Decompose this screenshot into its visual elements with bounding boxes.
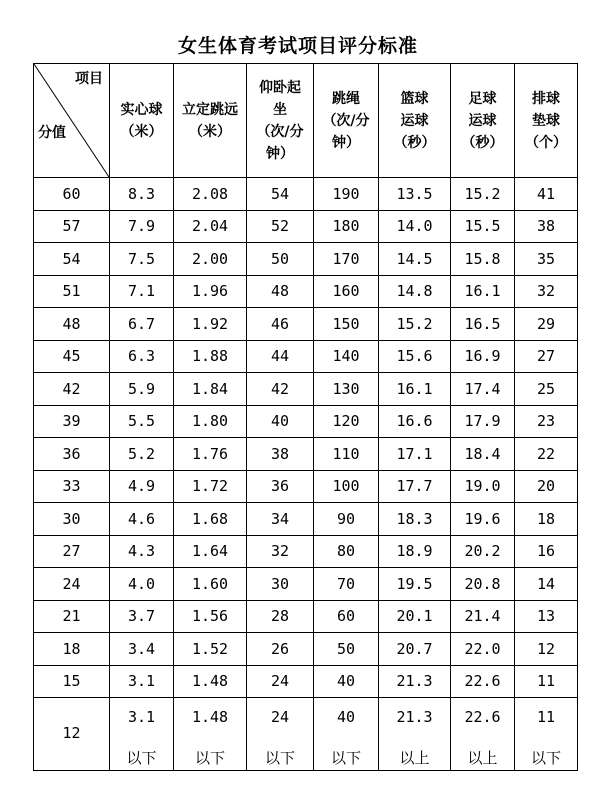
table-cell: 16.9: [451, 340, 515, 373]
table-cell: 41: [515, 178, 578, 211]
table-cell: 14.0: [379, 210, 451, 243]
table-cell: 70: [314, 568, 379, 601]
table-cell: 5.9: [110, 373, 174, 406]
table-cell: 2.08: [174, 178, 247, 211]
table-cell: 15.6: [379, 340, 451, 373]
score-cell: 39: [34, 405, 110, 438]
table-cell: 19.0: [451, 470, 515, 503]
table-row: [34, 600, 578, 633]
table-cell: 50: [247, 243, 314, 276]
table-cell: 17.4: [451, 373, 515, 406]
column-header: 立定跳远 （米）: [174, 64, 247, 178]
table-cell: 120: [314, 405, 379, 438]
table-cell: 15.2: [451, 178, 515, 211]
table-cell: 24: [247, 665, 314, 698]
table-cell: 6.7: [110, 308, 174, 341]
table-cell: 38: [515, 210, 578, 243]
table-cell: 40: [247, 405, 314, 438]
table-row: [34, 308, 578, 341]
table-cell: 1.88: [174, 340, 247, 373]
table-cell: 100: [314, 470, 379, 503]
table-row: [34, 275, 578, 308]
table-cell: 20.8: [451, 568, 515, 601]
table-cell: 190: [314, 178, 379, 211]
column-header: 排球 垫球 （个）: [515, 64, 578, 178]
table-cell: 130: [314, 373, 379, 406]
table-cell: 11 以下: [515, 698, 578, 771]
table-cell: 1.76: [174, 438, 247, 471]
table-cell: 3.1 以下: [110, 698, 174, 771]
table-cell: 80: [314, 535, 379, 568]
table-cell: 30: [247, 568, 314, 601]
table-cell: 6.3: [110, 340, 174, 373]
table-cell: 38: [247, 438, 314, 471]
table-cell: 21.4: [451, 600, 515, 633]
table-cell: 19.5: [379, 568, 451, 601]
table-cell: 150: [314, 308, 379, 341]
column-header: 跳绳 （次/分 钟）: [314, 64, 379, 178]
score-cell: 33: [34, 470, 110, 503]
table-cell: 1.48: [174, 665, 247, 698]
table-cell: 18: [515, 503, 578, 536]
table-cell: 110: [314, 438, 379, 471]
table-row: [34, 568, 578, 601]
table-cell: 13: [515, 600, 578, 633]
table-cell: 4.3: [110, 535, 174, 568]
column-header: 足球 运球 （秒）: [451, 64, 515, 178]
table-cell: 1.56: [174, 600, 247, 633]
table-row: [34, 633, 578, 666]
column-header: 实心球 （米）: [110, 64, 174, 178]
score-cell: 18: [34, 633, 110, 666]
table-cell: 1.92: [174, 308, 247, 341]
table-row: [34, 438, 578, 471]
table-row: [34, 535, 578, 568]
header-row: [34, 64, 578, 178]
table-cell: 26: [247, 633, 314, 666]
table-cell: 20.2: [451, 535, 515, 568]
table-cell: 1.72: [174, 470, 247, 503]
table-cell: 27: [515, 340, 578, 373]
score-cell: 21: [34, 600, 110, 633]
table-cell: 1.68: [174, 503, 247, 536]
table-cell: 16: [515, 535, 578, 568]
table-cell: 22: [515, 438, 578, 471]
table-cell: 18.4: [451, 438, 515, 471]
table-row: [34, 243, 578, 276]
table-row: [34, 405, 578, 438]
score-cell: 30: [34, 503, 110, 536]
table-cell: 35: [515, 243, 578, 276]
table-cell: 1.64: [174, 535, 247, 568]
table-cell: 16.5: [451, 308, 515, 341]
table-cell: 1.80: [174, 405, 247, 438]
table-cell: 1.84: [174, 373, 247, 406]
table-cell: 2.00: [174, 243, 247, 276]
table-cell: 2.04: [174, 210, 247, 243]
column-header: 仰卧起 坐 （次/分 钟）: [247, 64, 314, 178]
table-row: [34, 470, 578, 503]
score-cell: 12: [34, 698, 110, 771]
table-cell: 44: [247, 340, 314, 373]
corner-cell: [34, 64, 110, 178]
table-cell: 15.5: [451, 210, 515, 243]
table-cell: 90: [314, 503, 379, 536]
score-cell: 15: [34, 665, 110, 698]
table-cell: 24 以下: [247, 698, 314, 771]
table-cell: 3.4: [110, 633, 174, 666]
table-cell: 3.7: [110, 600, 174, 633]
score-cell: 42: [34, 373, 110, 406]
table-cell: 54: [247, 178, 314, 211]
table-cell: 19.6: [451, 503, 515, 536]
table-cell: 14: [515, 568, 578, 601]
table-cell: 15.2: [379, 308, 451, 341]
table-cell: 17.1: [379, 438, 451, 471]
table-cell: 52: [247, 210, 314, 243]
page-title: 女生体育考试项目评分标准: [177, 35, 418, 57]
table-cell: 34: [247, 503, 314, 536]
table-cell: 4.6: [110, 503, 174, 536]
table-cell: 4.9: [110, 470, 174, 503]
table-cell: 11: [515, 665, 578, 698]
table-cell: 17.7: [379, 470, 451, 503]
table-cell: 160: [314, 275, 379, 308]
score-cell: 51: [34, 275, 110, 308]
score-cell: 24: [34, 568, 110, 601]
table-row: [34, 503, 578, 536]
table-cell: 17.9: [451, 405, 515, 438]
table-cell: 4.0: [110, 568, 174, 601]
table-cell: 12: [515, 633, 578, 666]
table-cell: 32: [247, 535, 314, 568]
table-row: [34, 373, 578, 406]
table-cell: 16.1: [451, 275, 515, 308]
table-row: [34, 340, 578, 373]
table-cell: 46: [247, 308, 314, 341]
score-cell: 54: [34, 243, 110, 276]
table-cell: 22.0: [451, 633, 515, 666]
table-cell: 18.3: [379, 503, 451, 536]
table-cell: 15.8: [451, 243, 515, 276]
table-cell: 25: [515, 373, 578, 406]
table-cell: 20.1: [379, 600, 451, 633]
table-cell: 7.5: [110, 243, 174, 276]
table-cell: 140: [314, 340, 379, 373]
table-row: [34, 210, 578, 243]
table-cell: 1.48 以下: [174, 698, 247, 771]
table-cell: 48: [247, 275, 314, 308]
table-cell: 14.8: [379, 275, 451, 308]
column-header: 篮球 运球 （秒）: [379, 64, 451, 178]
score-cell: 57: [34, 210, 110, 243]
score-cell: 36: [34, 438, 110, 471]
table-cell: 23: [515, 405, 578, 438]
table-cell: 21.3: [379, 665, 451, 698]
table-cell: 18.9: [379, 535, 451, 568]
table-cell: 7.9: [110, 210, 174, 243]
table-cell: 22.6: [451, 665, 515, 698]
table-cell: 3.1: [110, 665, 174, 698]
table-cell: 16.6: [379, 405, 451, 438]
table-cell: 7.1: [110, 275, 174, 308]
table-cell: 5.5: [110, 405, 174, 438]
score-cell: 60: [34, 178, 110, 211]
table-cell: 5.2: [110, 438, 174, 471]
table-cell: 29: [515, 308, 578, 341]
table-cell: 1.60: [174, 568, 247, 601]
score-table: [33, 63, 578, 771]
table-row: [34, 665, 578, 698]
table-cell: 40: [314, 665, 379, 698]
table-cell: 8.3: [110, 178, 174, 211]
table-cell: 13.5: [379, 178, 451, 211]
score-cell: 48: [34, 308, 110, 341]
table-cell: 180: [314, 210, 379, 243]
corner-item-label: 项目: [75, 71, 103, 87]
score-cell: 45: [34, 340, 110, 373]
table-cell: 28: [247, 600, 314, 633]
table-cell: 20: [515, 470, 578, 503]
table-cell: 36: [247, 470, 314, 503]
corner-score-label: 分值: [38, 125, 66, 141]
table-cell: 40 以下: [314, 698, 379, 771]
table-cell: 60: [314, 600, 379, 633]
table-cell: 1.96: [174, 275, 247, 308]
score-cell: 27: [34, 535, 110, 568]
table-row: [34, 698, 578, 771]
table-cell: 1.52: [174, 633, 247, 666]
table-cell: 14.5: [379, 243, 451, 276]
table-cell: 32: [515, 275, 578, 308]
table-cell: 22.6 以上: [451, 698, 515, 771]
table-row: [34, 178, 578, 211]
table-cell: 16.1: [379, 373, 451, 406]
table-cell: 21.3 以上: [379, 698, 451, 771]
table-cell: 42: [247, 373, 314, 406]
table-cell: 20.7: [379, 633, 451, 666]
table-cell: 170: [314, 243, 379, 276]
table-cell: 50: [314, 633, 379, 666]
